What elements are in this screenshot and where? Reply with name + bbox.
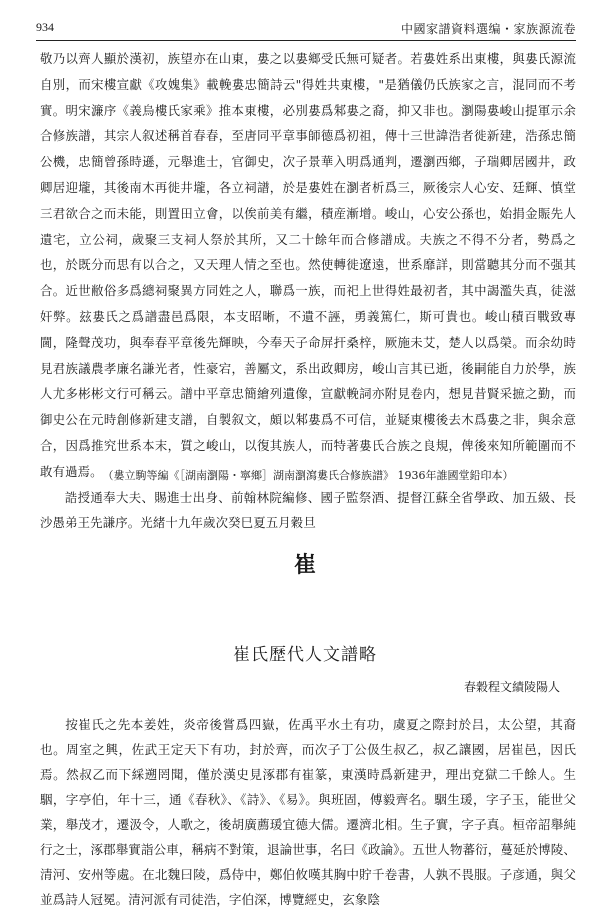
- article-author: 春穀程文績陵陽人: [463, 680, 560, 694]
- surname-heading: 崔: [293, 552, 316, 578]
- header-rule: [36, 40, 576, 41]
- source-citation: （婁立駒等編《［湖南瀏陽・寧鄉］湖南瀏瀉婁氏合修族譜》 1936年誰國堂鉛印本）: [102, 469, 514, 482]
- running-title: 中國家譜資料選编・家族源流卷: [400, 22, 576, 36]
- preface-signature: 誥授通奉大夫、賜進士出身、前翰林院編修、國子監祭酒、提督江蘇全省學政、加五級、長沙愚弟王先謙序。光緒十九年歲次癸巳夏五月穀旦: [40, 489, 576, 531]
- preface-text: [40, 46, 576, 536]
- article-body: [40, 712, 576, 912]
- page-number: 934: [36, 20, 54, 34]
- article-paragraph: 按崔氏之先本姜姓，炎帝後嘗爲四嶽，佐禹平水土有功，虞夏之際封於吕，太公望，其裔也。周室之興，佐武王定天下有功，封於齊，而次子丁公伋生叔乙，叔乙讓國，居崔邑，因氏焉。然叔乙而下綵遡罔聞，僅於漢史見涿郡有崔篆，東漢時爲新建尹，理出兗獄二千餘人。生駰，字亭伯，年十三，通《春秋》、《詩》、《易》。與班固，傅毅齊名。駰生瑗，字子玉，能世父業，舉茂才，遷汲令，人歌之，後胡廣薦瑗宜德大儒。遷濟北相。生子實，字子真。桓帝詔舉純行之士，涿郡舉實詣公車，稱病不對策，退論世事，名曰《政論》。五世人物蕃衍，蔓延於博陵、清河、安州等處。在北魏曰陵，爲侍中，鄭伯攸嘆其胸中貯千卷書，人孰不畏服。子彦通，與父並爲詩人冠冕。清河派有司徒浩，字伯深，博覽經史，玄象陰: [40, 717, 576, 907]
- article-title: 崔氏歷代人文譜略: [233, 645, 377, 665]
- page-header: [36, 20, 576, 40]
- preface-paragraph: 敬乃以齊人顯於漢初，族望亦在山東，婁之以婁鄉受氏無可疑者。若婁姓系出東樓，與婁氏源流自別，而宋樓宣獻《攻媿集》載輓婁忠簡詩云"得姓共東樓，"是猶儀仍氏族家之言，混同而不考實。明宋濂序《義烏樓氏家乘》推本東樓，必別婁爲邾婁之裔，抑又非也。瀏陽婁峻山提軍示余合修族譜，其宗人叙述稱首春春，至唐同平章事師德爲初祖，傳十三世諱浩者徙新建，浩孫忠簡公機，忠簡曾孫時遜，元舉進士，官御史，次子景華入明爲通判，遷瀏西鄉，子瑞卿居國井，政卿居迎壠，其後南木再徙井壠，各立祠譜，於是婁姓在瀏者析爲三，厥後宗人心安、廷輝、慎堂三君欲合之而未能，則置田立會，以俟前美有繼，積産漸增。峻山，心安公孫也，始捐金賑先人遺宅，立公祠，歲聚三支祠人祭於其所，又二十餘年而合修譜成。夫族之不得不分者，勢爲之也，於既分而思有以合之，又天理人情之至也。然使轉徙遼遠，世系靡詳，則當聽其分而不强其合。近世敝俗多爲總祠聚異方同姓之人，聯爲一族，而祀上世得姓最初者，其中謁濫失真，徒滋奸弊。玆婁氏之爲譜盡邑爲限，本支昭晰，不遺不誣，勇義篤仁，斯可貴也。峻山積百戰致專閫，隆聲茂功，與奉春平章後先輝映，今奉天子命屏扞桑梓，厥施未艾，楚人以爲榮。而余幼時見君族議農孝廉名謙光者，性豪宕，善屬文，系出政卿房，峻山言其已逝，後嗣能自力於學，族人尤多彬彬文行可稱云。譜中平章忠簡繪列遺像，宣獻輓詞亦附見卷内，想見昔賢采摭之勤，而御史公在元時創修新建支譜，自製叙文，頗以邾婁爲不可信，並疑東樓後去木爲婁之非，與余意合，因爲推究世系本末，質之峻山，以復其族人，而特著婁氏合族之良規，俾後來知所範圍而不敢有過焉。: [40, 51, 576, 479]
